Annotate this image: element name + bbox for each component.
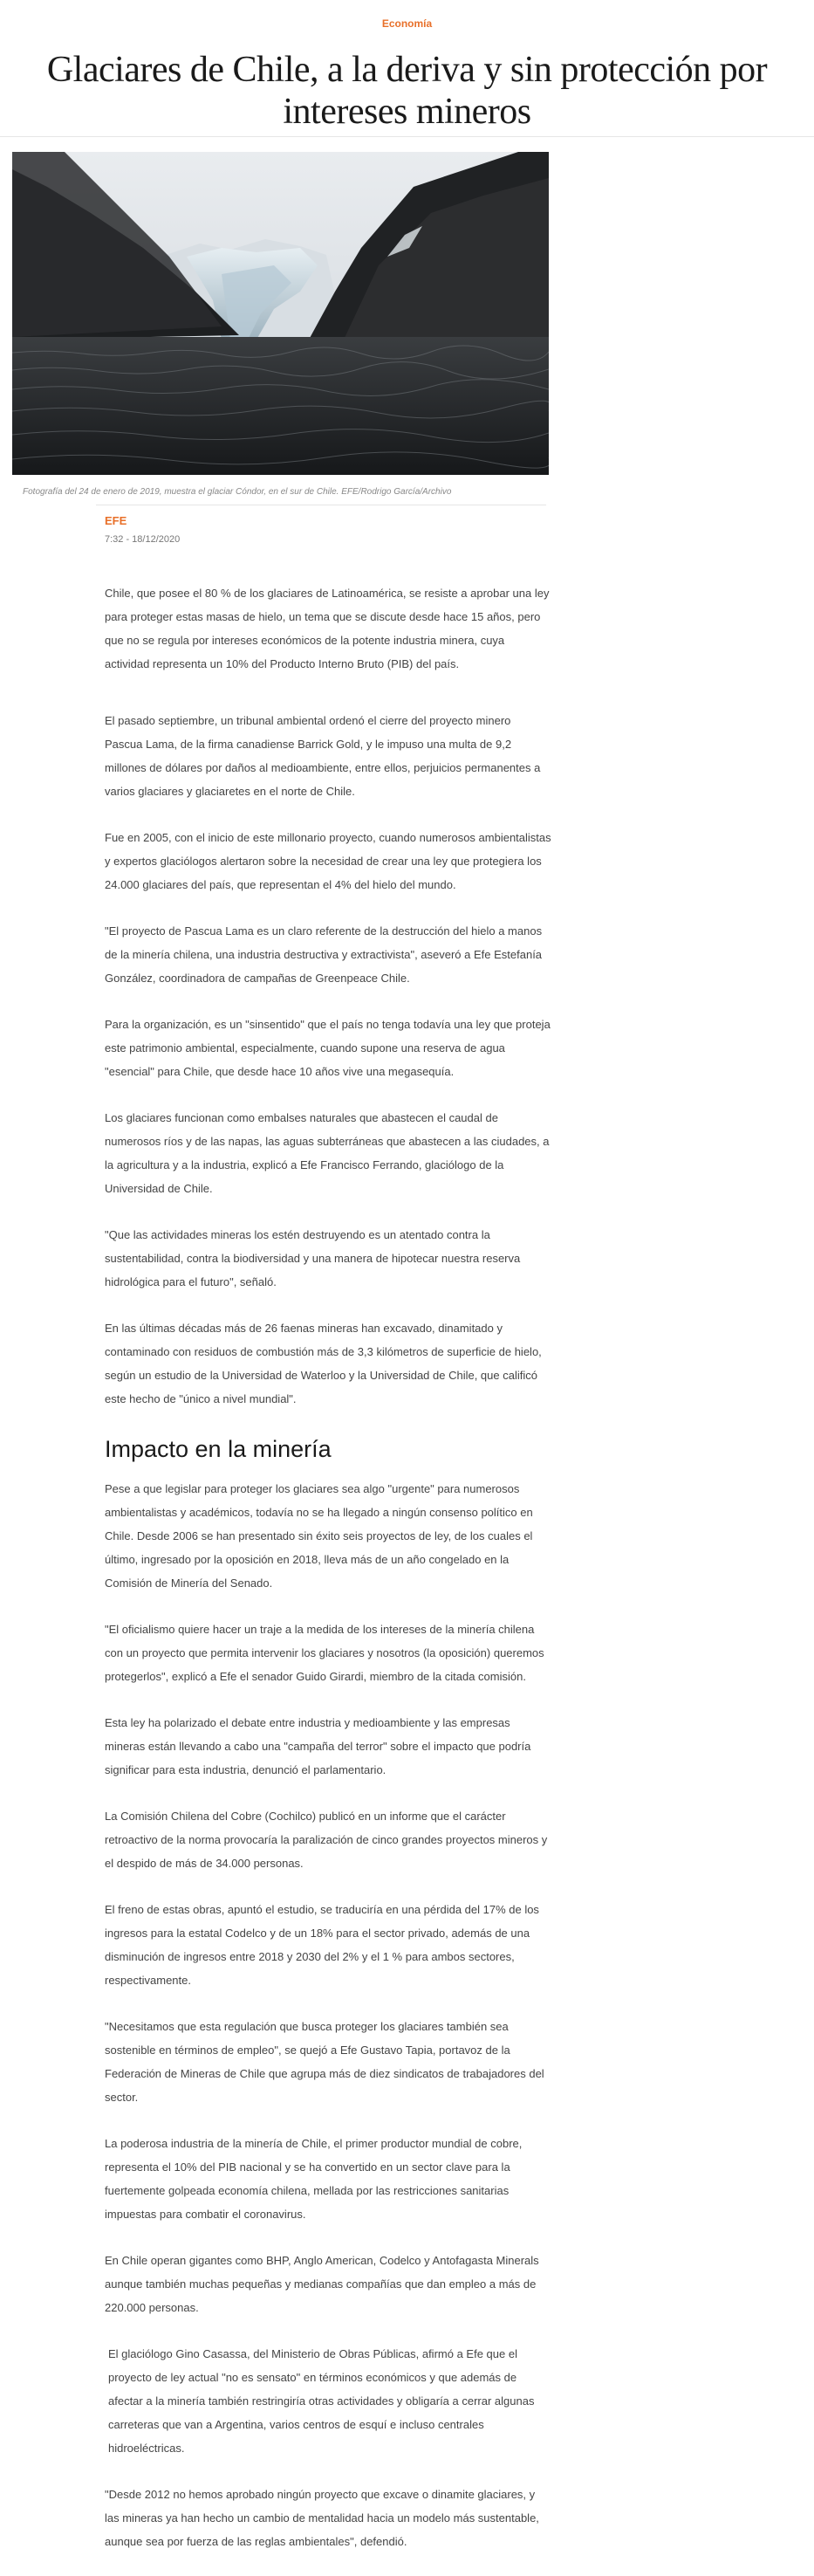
article-paragraph: Chile, que posee el 80 % de los glaciares de Latinoamérica, se resiste a aprobar una ley para proteger estas masas de hielo, un tema que se discute desde hace 15 años, pero que no se regula por intereses económicos de la potente industria minera, cuya actividad representa un 10% del Producto Interno Bruto (PIB) del país.	[105, 587, 550, 670]
article-paragraph: "Desde 2012 no hemos aprobado ningún proyecto que excave o dinamite glaciares, y las mineras ya han hecho un cambio de mentalidad hacia un modelo más sustentable, aunque sea por fuerza de las reglas ambientales", defendió.	[105, 2488, 539, 2548]
article-paragraph: Los glaciares funcionan como embalses naturales que abastecen el caudal de numerosos ríos y de las napas, las aguas subterráneas que abastecen a las ciudades, a la agricultura y a la industria, explicó a Efe Francisco Ferrando, glaciólogo de la Universidad de Chile.	[105, 1111, 550, 1195]
article-datetime: 7:32 - 18/12/2020	[105, 534, 181, 545]
article-paragraph: La Comisión Chilena del Cobre (Cochilco) publicó en un informe que el carácter retroactivo de la norma provocaría la paralización de cinco grandes proyectos mineros y el despido de más de 34.000 personas.	[105, 1810, 548, 1870]
article-paragraph: "Necesitamos que esta regulación que busca proteger los glaciares también sea sostenible en términos de empleo", se quejó a Efe Gustavo Tapia, portavoz de la Federación de Mineras de Chile que agrupa más de diez sindicatos de trabajadores del sector.	[105, 2020, 544, 2104]
article-paragraph: En Chile operan gigantes como BHP, Anglo American, Codelco y Antofagasta Minerals aunque también muchas pequeñas y medianas compañías que dan empleo a más de 220.000 personas.	[105, 2254, 539, 2314]
section-subheading: Impacto en la minería	[105, 1436, 332, 1462]
article-paragraph: "El oficialismo quiere hacer un traje a la medida de los intereses de la minería chilena con un proyecto que permita intervenir los glaciares y nosotros (la oposición) queremos protegerlos", explicó a Efe el senador Guido Girardi, miembro de la citada comisión.	[105, 1623, 544, 1683]
article-body	[105, 581, 551, 2576]
article-paragraph: Para la organización, es un "sinsentido" que el país no tenga todavía una ley que proteja este patrimonio ambiental, especialmente, cuando supone una reserva de agua "esencial" para Chile, que desde hace 10 años vive una megasequía.	[105, 1018, 551, 1078]
article-paragraph: El pasado septiembre, un tribunal ambiental ordenó el cierre del proyecto minero Pascua Lama, de la firma canadiense Barrick Gold, y le impuso una multa de 9,2 millones de dólares por daños al medioambiente, entre ellos, perjuicios permanentes a varios glaciares y glaciaretes en el norte de Chile.	[105, 714, 541, 798]
article-paragraph: En las últimas décadas más de 26 faenas mineras han excavado, dinamitado y contaminado con residuos de combustión más de 3,3 kilómetros de superficie de hielo, según un estudio de la Universidad de Waterloo y la Universidad de Chile, que calificó este hecho de "único a nivel mundial".	[105, 1322, 542, 1405]
article-paragraph: Fue en 2005, con el inicio de este millonario proyecto, cuando numerosos ambientalistas y expertos glaciólogos alertaron sobre la necesidad de crear una ley que protegiera los 24.000 glaciares del país, que representan el 4% del hielo del mundo.	[105, 831, 551, 891]
article-paragraph: "Que las actividades mineras los estén destruyendo es un atentado contra la sustentabilidad, contra la biodiversidad y una manera de hipotecar nuestra reserva hidrológica para el futuro", señaló.	[105, 1228, 521, 1288]
glacier-photo	[12, 152, 549, 475]
article-paragraph: Pese a que legislar para proteger los glaciares sea algo "urgente" para numerosos ambientalistas y académicos, todavía no se ha llegado a ningún consenso político en Chile. Desde 2006 se han presentado sin éxito seis proyectos de ley, de los cuales el último, ingresado por la oposición en 2018, lleva más de un año congelado en la Comisión de Minería del Senado.	[105, 1482, 533, 1590]
article-header	[0, 0, 814, 137]
image-caption: Fotografía del 24 de enero de 2019, muestra el glaciar Cóndor, en el sur de Chile. EFE/Rodrigo García/Archivo	[23, 487, 452, 497]
article-headline: Glaciares de Chile, a la deriva y sin protección por intereses mineros	[46, 50, 768, 132]
article-author[interactable]: EFE	[105, 514, 127, 527]
article-paragraph: Esta ley ha polarizado el debate entre industria y medioambiente y las empresas mineras están llevando a cabo una "campaña del terror" sobre el impacto que podría significar para esta industria, denunció el parlamentario.	[105, 1716, 531, 1776]
article-paragraph: El freno de estas obras, apuntó el estudio, se traduciría en una pérdida del 17% de los ingresos para la estatal Codelco y de un 18% para el sector privado, además de una disminución de ingresos entre 2018 y 2030 del 2% y el 1 % para ambos sectores, respectivamente.	[105, 1903, 539, 1987]
article-paragraph: La poderosa industria de la minería de Chile, el primer productor mundial de cobre, representa el 10% del PIB nacional y se ha convertido en un sector clave para la fuertemente golpeada economía chilena, mellada por las restricciones sanitarias impuestas para combatir el coronavirus.	[105, 2137, 523, 2221]
byline	[105, 514, 180, 545]
section-label[interactable]: Economía	[381, 17, 433, 30]
article-paragraph: "El proyecto de Pascua Lama es un claro referente de la destrucción del hielo a manos de la minería chilena, una industria destructiva y extractivista", aseveró a Efe Estefanía González, coordinadora de campañas de Greenpeace Chile.	[105, 924, 543, 985]
article-paragraph: El glaciólogo Gino Casassa, del Ministerio de Obras Públicas, afirmó a Efe que el proyecto de ley actual "no es sensato" en términos económicos y que además de afectar a la minería también restringiría otras actividades y obligaría a cerrar algunas carreteras que van a Argentina, varios centros de esquí e incluso centrales hidroeléctricas.	[108, 2347, 535, 2455]
glacier-photo-illustration	[12, 152, 549, 475]
